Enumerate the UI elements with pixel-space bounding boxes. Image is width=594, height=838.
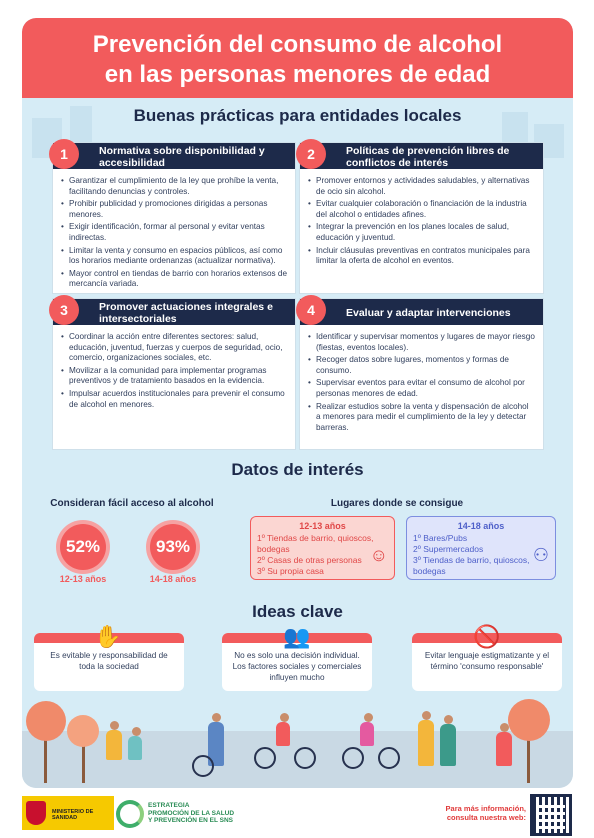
- list-item: • Prohibir publicidad y promociones dirigidas a personas menores.: [61, 199, 287, 220]
- strategy-line: ESTRATEGIA: [148, 802, 190, 809]
- poster-header: [22, 18, 573, 98]
- card-politicas: [299, 142, 544, 294]
- person-head: [132, 727, 141, 736]
- card-list: [61, 332, 287, 412]
- strategy-line: Y PREVENCIÓN EN EL SNS: [148, 817, 234, 824]
- stat-label-14-18: 14-18 años: [149, 574, 197, 584]
- tree: [26, 701, 66, 741]
- list-item: • Incluir cláusulas preventivas en contratos municipales para limitar la oferta de alcohol en eventos.: [308, 246, 535, 267]
- card-list: [61, 176, 287, 292]
- access-title: Consideran fácil acceso al alcohol: [50, 498, 214, 509]
- list-item: • Garantizar el cumplimiento de la ley que prohíbe la venta, facilitando denuncias y controles.: [61, 176, 287, 197]
- person: [418, 720, 434, 766]
- idea-text: Es evitable y responsabilidad de toda la sociedad: [50, 651, 168, 671]
- card-title: Normativa sobre disponibilidad y accesibilidad: [53, 143, 295, 169]
- list-item: • Recoger datos sobre lugares, momentos y formas de consumo.: [308, 355, 535, 376]
- card-list: [308, 332, 535, 435]
- card-number: 2: [296, 139, 326, 169]
- ministry-name: MINISTERIO DE SANIDAD: [52, 809, 94, 821]
- person-head: [280, 713, 289, 722]
- list-item: • Integrar la prevención en los planes locales de salud, educación y juventud.: [308, 222, 535, 243]
- section-title-ideas: Ideas clave: [252, 602, 343, 621]
- list-item: • Movilizar a la comunidad para implementar programas preventivos y de tratamiento basados en la evidencia.: [61, 366, 287, 387]
- strategy-logo-icon: [116, 800, 144, 828]
- person: [440, 724, 456, 766]
- cyclist: [276, 722, 290, 746]
- list-item: • Limitar la venta y consumo en espacios públicos, así como los horarios mediante ordenanzas (actualizar normativa).: [61, 246, 287, 267]
- page-title-line1: Prevención del consumo de alcohol: [92, 31, 503, 58]
- list-item: • Coordinar la acción entre diferentes sectores: salud, educación, juventud, fuerzas y cuerpos de seguridad, ocio, comercio, organizaciones sociales, etc.: [61, 332, 287, 364]
- place-item: 3º Tiendas de barrio, quioscos, bodegas: [413, 555, 530, 576]
- no-alcohol-icon: 🚫: [473, 624, 501, 649]
- more-info-text: [438, 804, 526, 822]
- bike-wheel: [342, 747, 364, 769]
- group-icon: 👥: [283, 624, 311, 649]
- list-item: • Identificar y supervisar momentos y lugares de mayor riesgo (fiestas, eventos locales).: [308, 332, 535, 353]
- person: [106, 730, 122, 760]
- bike-wheel: [294, 747, 316, 769]
- ministry-logo: [22, 796, 114, 830]
- coat-of-arms-icon: [26, 801, 46, 825]
- person-head: [444, 715, 453, 724]
- list-item: • Realizar estudios sobre la venta y dispensación de alcohol a menores para medir el cumplimiento de la ley y detectar barreras.: [308, 402, 535, 434]
- cyclist: [360, 722, 374, 746]
- places-box-12-13: [250, 516, 395, 580]
- person-head: [364, 713, 373, 722]
- park-illustration: [22, 693, 573, 788]
- list-item: • Promover entornos y actividades saludables, y alternativas de ocio sin alcohol.: [308, 176, 535, 197]
- strategy-name: [148, 802, 234, 825]
- teens-icon: ⚇: [532, 545, 549, 565]
- idea-text: No es solo una decisión individual. Los factores sociales y comerciales influyen mucho: [232, 651, 362, 682]
- person-head: [500, 723, 509, 732]
- list-item: • Impulsar acuerdos institucionales para prevenir el consumo de alcohol en menores.: [61, 389, 287, 410]
- wheelchair-wheel: [192, 755, 214, 777]
- section-title-datos: Datos de interés: [231, 460, 364, 479]
- strategy-line: PROMOCIÓN DE LA SALUD: [148, 809, 235, 817]
- places-title: Lugares donde se consigue: [330, 498, 464, 509]
- stat-badge-52: 52%: [60, 524, 106, 570]
- more-info-line: consulta nuestra web:: [446, 813, 526, 822]
- list-item: • Supervisar eventos para evitar el consumo de alcohol por personas menores de edad.: [308, 378, 535, 399]
- place-item: 1º Tiendas de barrio, quioscos, bodegas: [257, 533, 374, 554]
- bike-wheel: [254, 747, 276, 769]
- place-item: 2º Supermercados: [413, 544, 484, 554]
- kids-face-icon: ☺: [369, 545, 388, 565]
- stat-label-12-13: 12-13 años: [59, 574, 107, 584]
- place-item: 1º Bares/Pubs: [413, 533, 468, 543]
- place-item: 3º Su propia casa: [257, 566, 324, 576]
- list-item: • Exigir identificación, formar al personal y evitar ventas indirectas.: [61, 222, 287, 243]
- list-item: • Mayor control en tiendas de barrio con horarios extensos de mercancía variada.: [61, 269, 287, 290]
- places-box-14-18: [406, 516, 556, 580]
- tree-trunk: [82, 743, 85, 783]
- places-box-title: 12-13 años: [299, 521, 346, 531]
- card-number: 3: [49, 295, 79, 325]
- idea-text: Evitar lenguaje estigmatizante y el término 'consumo responsable': [424, 651, 550, 671]
- stop-hand-icon: ✋: [94, 624, 122, 649]
- card-evaluar: [299, 298, 544, 450]
- card-list: [308, 176, 535, 269]
- person-head: [212, 713, 221, 722]
- card-number: 4: [296, 295, 326, 325]
- person-head: [110, 721, 119, 730]
- qr-code[interactable]: [530, 794, 572, 836]
- person: [496, 732, 512, 766]
- bike-wheel: [378, 747, 400, 769]
- page-title-line2: en las personas menores de edad: [104, 61, 491, 88]
- card-actuaciones: [52, 298, 296, 450]
- footer: [0, 790, 594, 838]
- card-normativa: [52, 142, 296, 294]
- person-head: [422, 711, 431, 720]
- section-title-buenas-practicas: Buenas prácticas para entidades locales: [133, 106, 462, 125]
- list-item: • Evitar cualquier colaboración o financiación de la industria del alcohol o entidades afines.: [308, 199, 535, 220]
- more-info-line: Para más información,: [445, 804, 526, 813]
- tree: [508, 699, 550, 741]
- poster: [22, 18, 573, 788]
- tree: [67, 715, 99, 747]
- stat-badge-93: 93%: [150, 524, 196, 570]
- places-box-title: 14-18 años: [457, 521, 505, 531]
- card-number: 1: [49, 139, 79, 169]
- card-title: Evaluar y adaptar intervenciones: [300, 299, 543, 325]
- card-title: Promover actuaciones integrales e intersectoriales: [53, 299, 295, 325]
- card-title: Políticas de prevención libres de conflictos de interés: [300, 143, 543, 169]
- person: [128, 736, 142, 760]
- place-item: 2º Casas de otras personas: [257, 555, 362, 565]
